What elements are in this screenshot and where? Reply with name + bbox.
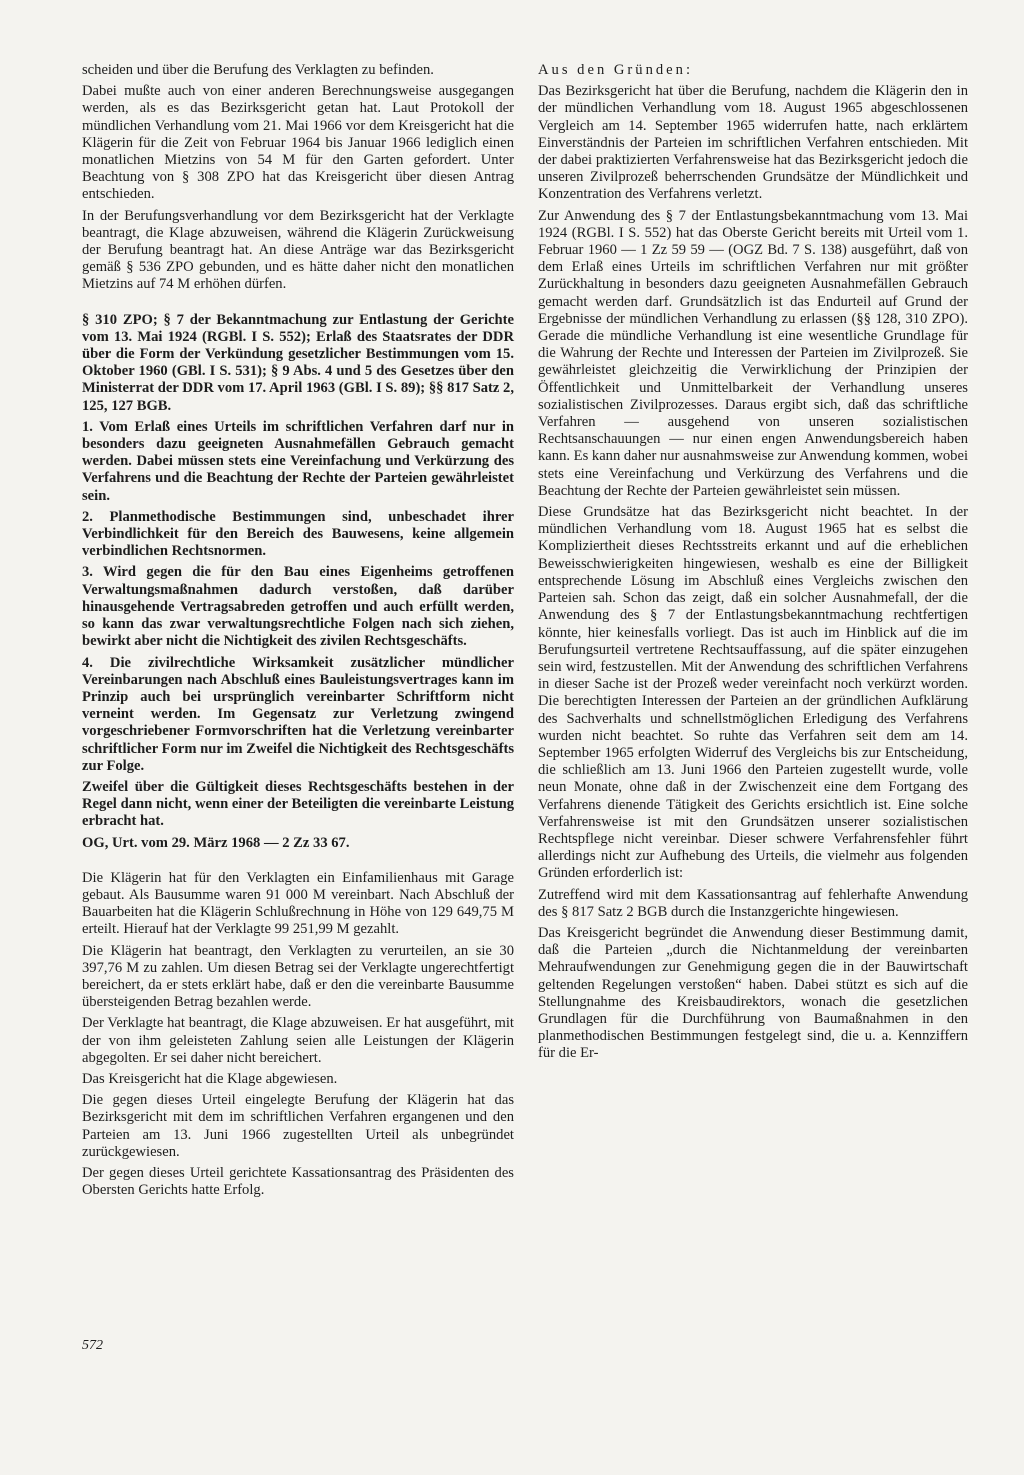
facts-paragraph: Die Klägerin hat für den Verklagten ein Einfamilienhaus mit Garage gebaut. Als Bausumme waren 91 000 M vereinbart. Nach Abschluß der Bauarbeiten hat die Klägerin Schlußrechnung in Höhe von 129 649,75 M erteilt. Hierauf hat der Verklagte 99 251,99 M gezahlt. bbox=[82, 869, 514, 938]
facts-paragraph: Der gegen dieses Urteil gerichtete Kassationsantrag des Präsidenten des Obersten Gerichts hatte Erfolg. bbox=[82, 1164, 514, 1199]
body-paragraph: In der Berufungsverhandlung vor dem Bezirksgericht hat der Verklagte beantragt, die Klage abzuweisen, während die Klägerin Zurückweisung der Berufung beantragt hat. An diese Anträge war das Bezirksgericht gemäß § 536 ZPO gebunden, und es hätte daher nicht den monatlichen Mietzins auf 74 M erhöhen dürfen. bbox=[82, 207, 514, 293]
grounds-paragraph: Diese Grundsätze hat das Bezirksgericht nicht beachtet. In der mündlichen Verhandlung vom 18. August 1965 hat es selbst die Kompliziertheit dieses Rechtsstreits erkannt und auf die erheblichen Beweisschwierigkeiten hingewiesen, weshalb es eine der Billigkeit entsprechende Lösung im Abschluß eines Vergleichs zwischen den Parteien sah. Schon das zeigt, daß ein solcher Ausnahmefall, der die Anwendung des § 7 der Entlastungsbekanntmachung rechtfertigen könnte, hier keinesfalls vorliegt. Das ist auch im Hinblick auf die im Berufungsurteil vertretene Rechtsauffassung, auf die später einzugehen sein wird, festzustellen. Mit der Anwendung des schriftlichen Verfahrens in dieser Sache ist der Prozeß weder vereinfacht noch verkürzt worden. Die berechtigten Interessen der Parteien an der gründlichen Aufklärung des Sachverhalts und schnellstmöglichen Erledigung des Verfahrens wurden nicht beachtet. So ruhte das Verfahren seit dem am 14. September 1965 erfolgten Widerruf des Vergleichs bis zur Entscheidung, die schließlich am 13. Juni 1966 den Parteien zugestellt wurde, volle neun Monate, ohne daß in der Zwischenzeit eine dem Fortgang des Verfahrens dienende Tätigkeit des Gerichts ersichtlich ist. Eine solche Verfahrensweise ist mit den Grundsätzen unserer sozialistischen Rechtspflege nicht vereinbar. Dieser schwere Verfahrensfehler führt allerdings nicht zur Aufhebung des Urteils, die vielmehr aus folgenden Gründen erforderlich ist: bbox=[538, 504, 968, 882]
headnote-point: 2. Planmethodische Bestimmungen sind, unbeschadet ihrer Verbindlichkeit für den Bereich des Bauwesens, keine allgemein verbindlichen Rechtsnormen. bbox=[82, 508, 514, 560]
grounds-paragraph: Das Kreisgericht begründet die Anwendung dieser Bestimmung damit, daß die Parteien „durch die Nichtanmeldung der vereinbarten Mehraufwendungen zur Genehmigung gegen die in der Bauwirtschaft geltenden Regelungen verstoßen“ haben. Dabei stützt es sich auf die Stellungnahme des Kreisbaudirektors, wonach die gesetzlichen Grundlagen für die Durchführung von Baumaßnahmen in den planmethodischen Bestimmungen festgelegt sind, die u. a. Kennziffern für die Er- bbox=[538, 924, 968, 1062]
decision-citation: OG, Urt. vom 29. März 1968 — 2 Zz 33 67. bbox=[82, 834, 350, 851]
headnote-point: 1. Vom Erlaß eines Urteils im schriftlichen Verfahren darf nur in besonders dazu geeigneten Ausnahmefällen Gebrauch gemacht werden. Dabei müssen stets eine Vereinfachung und Verkürzung des Verfahrens und die Beachtung der Rechte der Parteien gewährleistet sein. bbox=[82, 418, 514, 504]
grounds-paragraph: Das Bezirksgericht hat über die Berufung, nachdem die Klägerin den in der mündlichen Verhandlung vom 18. August 1965 abgeschlossenen Vergleich am 14. September 1965 widerrufen hatte, nach erklärtem Einverständnis der Parteien im schriftlichen Verfahren entschieden. Mit der dabei praktizierten Verfahrensweise hat das Bezirksgericht jedoch die unseren Zivilprozeß beherrschenden Grundsätze der Mündlichkeit und Konzentration des Verfahrens verletzt. bbox=[538, 83, 968, 203]
body-paragraph: Dabei mußte auch von einer anderen Berechnungsweise ausgegangen werden, als es das Bezirksgericht getan hat. Laut Protokoll der mündlichen Verhandlung vom 21. Mai 1966 vor dem Kreisgericht hat die Klägerin für die Zeit von Februar 1964 bis Januar 1966 lediglich einen monatlichen Mietzins von 54 M für den Garten gefordert. Unter Beachtung von § 308 ZPO hat das Kreisgericht über diesen Antrag entschieden. bbox=[82, 83, 514, 203]
right-column bbox=[538, 62, 968, 1067]
page-number: 572 bbox=[82, 1338, 103, 1353]
grounds-paragraph: Zur Anwendung des § 7 der Entlastungsbekanntmachung vom 13. Mai 1924 (RGBl. I S. 552) hat das Oberste Gericht bereits mit Urteil vom 1. Februar 1960 — 1 Zz 59 59 — (OGZ Bd. 7 S. 138) ausgeführt, daß von dem Erlaß eines Urteils im schriftlichen Verfahren nur mit größter Zurückhaltung in besonders dazu geeigneten Ausnahmefällen Gebrauch gemacht werden darf. Grundsätzlich ist das Endurteil auf Grund der Ergebnisse der mündlichen Verhandlung zu erlassen (§§ 128, 310 ZPO). Gerade die mündliche Verhandlung ist eine wesentliche Grundlage für die Wahrung der Rechte und Interessen der Parteien im Zivilprozeß. Sie gewährleistet gleichzeitig die Verwirklichung der Prinzipien der Öffentlichkeit und Unmittelbarkeit der Verhandlung unseres sozialistischen Zivilprozesses. Daraus ergibt sich, daß das schriftliche Verfahren — ausgehend von unseren sozialistischen Rechtsanschauungen — nur einen engen Anwendungsbereich haben kann. Es kann daher nur ausnahmsweise zur Anwendung kommen, wobei stets eine Vereinfachung und Verkürzung des Verfahrens und die Beachtung der Rechte der Parteien gewährleistet sein müssen. bbox=[538, 207, 969, 499]
headnote-statutes: § 310 ZPO; § 7 der Bekanntmachung zur Entlastung der Gerichte vom 13. Mai 1924 (RGBl. I S. 552); Erlaß des Staatsrates der DDR über die Form der Verkündung gesetzlicher Bestimmungen vom 15. Oktober 1960 (GBl. I S. 531); § 9 Abs. 4 und 5 des Gesetzes über den Ministerrat der DDR vom 17. April 1963 (GBl. I S. 89); §§ 817 Satz 2, 125, 127 BGB. bbox=[82, 311, 514, 414]
section-heading: Aus den Gründen: bbox=[538, 62, 694, 78]
facts-paragraph: Der Verklagte hat beantragt, die Klage abzuweisen. Er hat ausgeführt, mit der von ihm geleisteten Zahlung seien alle Leistungen der Klägerin abgegolten. Er sei daher nicht bereichert. bbox=[82, 1015, 514, 1066]
facts-paragraph: Das Kreisgericht hat die Klage abgewiesen. bbox=[82, 1070, 338, 1087]
facts-paragraph: Die Klägerin hat beantragt, den Verklagten zu verurteilen, an sie 30 397,76 M zu zahlen. Um diesen Betrag sei der Verklagte ungerechtfertigt bereichert, da er stets erklärt habe, daß er den die vereinbarte Bausumme übersteigenden Betrag bezahlen werde. bbox=[82, 942, 514, 1011]
left-column bbox=[82, 62, 514, 1203]
facts-paragraph: Die gegen dieses Urteil eingelegte Berufung der Klägerin hat das Bezirksgericht mit dem im schriftlichen Verfahren ergangenen und den Parteien am 13. Juni 1966 zugestellten Urteil als unbegründet zurückgewiesen. bbox=[82, 1092, 514, 1160]
grounds-paragraph: Zutreffend wird mit dem Kassationsantrag auf fehlerhafte Anwendung des § 817 Satz 2 BGB durch die Instanzgerichte hingewiesen. bbox=[538, 886, 968, 920]
headnote-point: 3. Wird gegen die für den Bau eines Eigenheims getroffenen Verwaltungsmaßnahmen dadurch verstoßen, daß darüber hinausgehende Vertragsabreden getroffen und auch erfüllt werden, so kann das zwar verwaltungsrechtliche Folgen nach sich ziehen, bewirkt aber nicht die Nichtigkeit des zivilen Rechtsgeschäfts. bbox=[82, 564, 514, 650]
body-paragraph: scheiden und über die Berufung des Verklagten zu befinden. bbox=[82, 62, 434, 78]
headnote-point: Zweifel über die Gültigkeit dieses Rechtsgeschäfts bestehen in der Regel dann nicht, wenn einer der Beteiligten die vereinbarte Leistung erbracht hat. bbox=[82, 778, 514, 830]
headnote-point: 4. Die zivilrechtliche Wirksamkeit zusätzlicher mündlicher Vereinbarungen nach Abschluß eines Bauleistungsvertrages kann im Prinzip auch bei ursprünglich vereinbarter Schriftform nicht verneint werden. Im Gegensatz zur Verletzung zwingend vorgeschriebener Formvorschriften hat die Verletzung vereinbarter schriftlicher Form nur im Zweifel die Nichtigkeit des Rechtsgeschäfts zur Folge. bbox=[82, 654, 514, 774]
